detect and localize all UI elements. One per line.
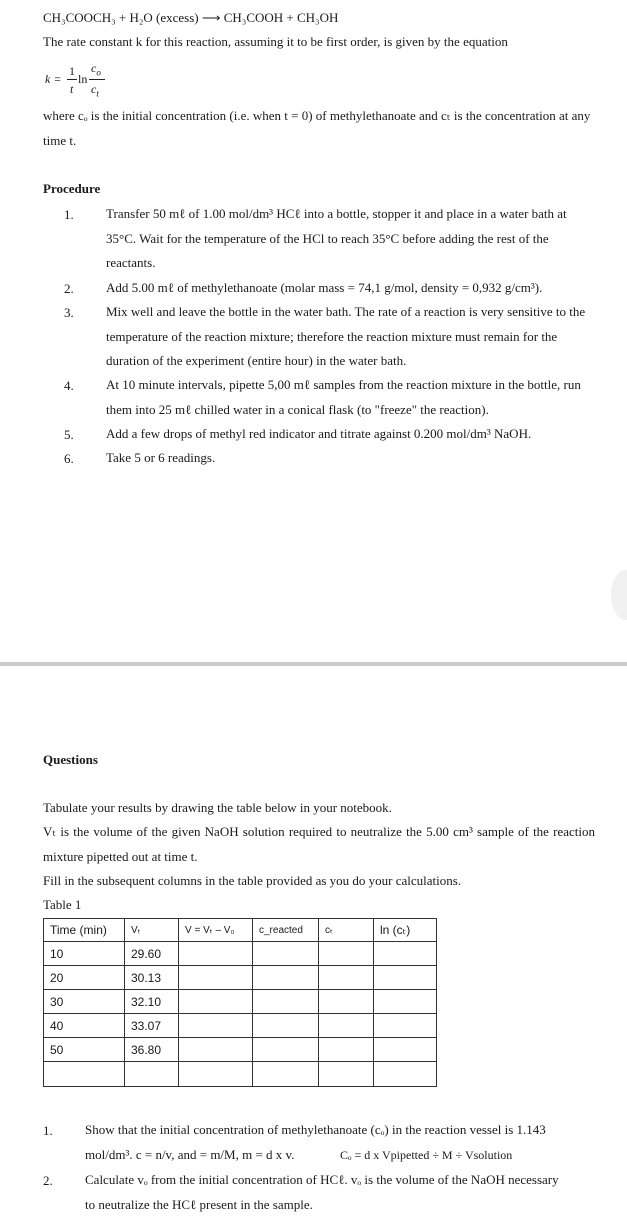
cell-time: 50 (44, 1038, 125, 1062)
cell-time: 20 (44, 966, 125, 990)
procedure-step: Mix well and leave the bottle in the water bath. The rate of a reaction is very sensitive to the temperature of the reaction mixture; therefore the reaction mixture must remain for the duration of the experiment (entire hour) in the water bath. (106, 304, 586, 368)
question-text: Calculate vₒ from the initial concentration of HCℓ. vₒ is the volume of the NaOH necessary (85, 1172, 559, 1187)
cell-empty (179, 1014, 253, 1038)
cell-empty (374, 942, 437, 966)
col-ct: cₜ (319, 919, 374, 942)
procedure-num: 6. (64, 451, 74, 466)
procedure-step: Take 5 or 6 readings. (106, 450, 216, 465)
eq-ct-sub: t (96, 88, 99, 99)
question-num: 2. (43, 1173, 53, 1188)
cell-empty (253, 942, 319, 966)
cell-empty (253, 1062, 319, 1087)
procedure-step: Add 5.00 mℓ of methylethanoate (molar mass = 74,1 g/mol, density = 0,932 g/cm³). (106, 280, 543, 295)
table-header-row (44, 919, 437, 942)
procedure-num: 5. (64, 427, 74, 442)
cell-time: 40 (44, 1014, 125, 1038)
cell-empty (253, 1014, 319, 1038)
cell-empty (319, 990, 374, 1014)
table-row (44, 942, 437, 966)
col-v: V = Vₜ – V₀ (179, 919, 253, 942)
eq-co-sub: o (96, 67, 101, 78)
cell-vt: 32.10 (125, 990, 179, 1014)
procedure-heading: Procedure (43, 181, 101, 196)
eq-ct: c (91, 82, 97, 96)
cell-empty (374, 966, 437, 990)
eq-lhs: k = (45, 72, 62, 86)
questions-heading: Questions (43, 752, 98, 767)
table-row (44, 966, 437, 990)
cell-empty (179, 942, 253, 966)
procedure-num: 4. (64, 378, 74, 393)
rate-equation (45, 61, 115, 100)
procedure-step: At 10 minute intervals, pipette 5,00 mℓ samples from the reaction mixture in the bottle, run them into 25 mℓ chilled water in a conical flask (to "freeze" the reaction). (106, 377, 581, 417)
table-row (44, 990, 437, 1014)
cell-vt: 30.13 (125, 966, 179, 990)
cell-vt: 36.80 (125, 1038, 179, 1062)
question-text: to neutralize the HCℓ present in the sample. (85, 1197, 313, 1212)
col-vt: Vₜ (125, 919, 179, 942)
fill-in-text: Fill in the subsequent columns in the table provided as you do your calculations. (43, 873, 462, 888)
page-2 (0, 666, 627, 1224)
procedure-num: 1. (64, 207, 74, 222)
cell-empty (44, 1062, 125, 1087)
col-time: Time (min) (44, 919, 125, 942)
table-row (44, 1038, 437, 1062)
page-curl (611, 570, 627, 620)
table-row-empty (44, 1062, 437, 1087)
where-text: where cₒ is the initial concentration (i.e. when t = 0) of methylethanoate and cₜ is the concentration at any time t. (43, 108, 591, 148)
results-table (43, 918, 437, 1087)
cell-empty (319, 1062, 374, 1087)
rate-intro: The rate constant k for this reaction, assuming it to be first order, is given by the equation (43, 34, 508, 49)
cell-empty (374, 1014, 437, 1038)
reaction-equation: CH₃COOCH₃ + H₂O (excess) ⟶ CH₃COOH + CH₃OH (43, 10, 339, 25)
cell-empty (253, 1038, 319, 1062)
col-ln-ct: ln (cₜ) (374, 919, 437, 942)
eq-one: 1 (69, 64, 75, 78)
cell-empty (374, 990, 437, 1014)
procedure-step: Add a few drops of methyl red indicator and titrate against 0.200 mol/dm³ NaOH. (106, 426, 532, 441)
procedure-num: 3. (64, 305, 74, 320)
cell-empty (179, 1038, 253, 1062)
question-text: Show that the initial concentration of methylethanoate (cₒ) in the reaction vessel is 1.143 (85, 1122, 546, 1137)
cell-vt: 33.07 (125, 1014, 179, 1038)
procedure-step: Transfer 50 mℓ of 1.00 mol/dm³ HCℓ into a bottle, stopper it and place in a water bath at 35°C. Wait for the temperature of the HCl to reach 35°C before adding the rest of the reactants. (106, 206, 567, 270)
cell-empty (374, 1062, 437, 1087)
eq-co: c (91, 61, 97, 75)
cell-empty (374, 1038, 437, 1062)
question-formula: Cₒ = d x Vpipetted ÷ M ÷ Vsolution (340, 1148, 513, 1162)
question-num: 1. (43, 1123, 53, 1138)
cell-empty (125, 1062, 179, 1087)
eq-t: t (70, 82, 74, 96)
col-creacted: c_reacted (253, 919, 319, 942)
cell-time: 30 (44, 990, 125, 1014)
question-text: mol/dm³. c = n/v, and = m/M, m = d x v. (85, 1147, 295, 1162)
cell-empty (319, 1014, 374, 1038)
cell-empty (179, 966, 253, 990)
cell-empty (253, 990, 319, 1014)
cell-empty (319, 942, 374, 966)
eq-ln: ln (78, 72, 88, 86)
cell-empty (179, 990, 253, 1014)
cell-empty (319, 1038, 374, 1062)
vt-description: Vₜ is the volume of the given NaOH solution required to neutralize the 5.00 cm³ sample of the reaction mixture pipetted out at time t. (43, 824, 595, 864)
cell-empty (253, 966, 319, 990)
cell-vt: 29.60 (125, 942, 179, 966)
cell-time: 10 (44, 942, 125, 966)
tabulate-text: Tabulate your results by drawing the table below in your notebook. (43, 800, 392, 815)
table-row (44, 1014, 437, 1038)
cell-empty (179, 1062, 253, 1087)
procedure-num: 2. (64, 281, 74, 296)
cell-empty (319, 966, 374, 990)
table-caption: Table 1 (43, 897, 82, 912)
